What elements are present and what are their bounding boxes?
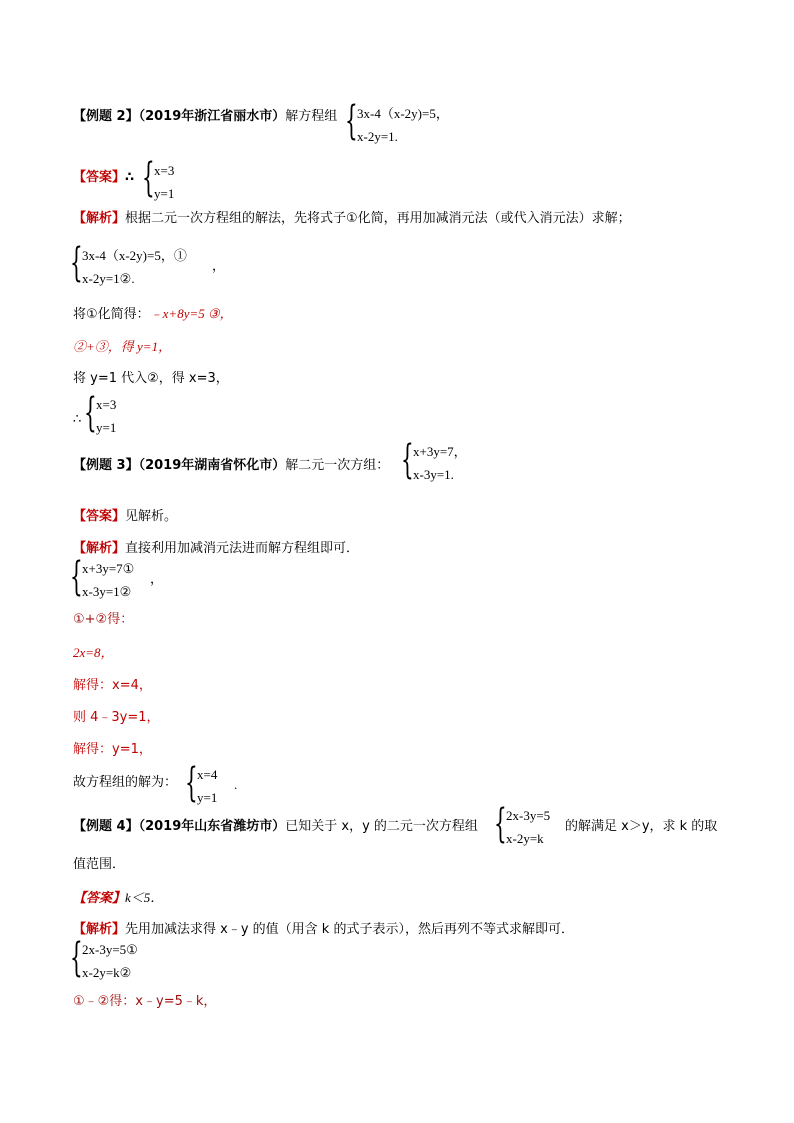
brace-icon: { [70,554,83,600]
answer-text: 见解析。 [125,509,178,524]
example-tag: 【例题 3】 [73,458,139,473]
answer-tag: 【答案】 [73,890,126,905]
equation-2: x-2y=k [506,831,544,846]
example-source: （2019年浙江省丽水市） [138,109,286,124]
example-source: （2019年湖南省怀化市） [138,458,286,473]
equation-1: 3x-4（x-2y)=5， [357,106,449,121]
example-4-prompt-line-2: 值范围． [73,857,126,872]
brace-icon: { [345,98,358,144]
solution-y: y=1 [197,790,218,805]
example-tag: 【例题 2】 [73,109,139,124]
analysis-2-step-2: ②+③，得 y=1， [73,339,172,354]
equation-2: x-2y=1. [357,129,398,144]
system-comma: ， [212,258,226,273]
example-4-system [506,807,550,853]
solution-y: y=1 [154,186,175,201]
step-label: 将①化简得： [73,307,150,322]
answer-4 [73,889,163,907]
example-2-heading [73,108,337,125]
step-math: ﹣x+8y=5 ③， [149,306,233,321]
analysis-3-system [82,560,134,606]
example-prompt: 解方程组 [285,109,338,124]
brace-icon: { [84,390,97,436]
answer-text: k＜5． [125,890,164,905]
equation-2: x-3y=1. [413,467,454,482]
equation-1: 2x-3y=5 [506,808,551,823]
analysis-3-step-1: ①+②得： [73,612,134,627]
analysis-body: 先用加减法求得 x﹣y 的值（用含 k 的式子表示），然后再列不等式求解即可． [125,922,574,937]
brace-icon: { [70,240,83,286]
analysis-body: 根据二元一次方程组的解法，先将式子①化简，再用加减消元法（或代入消元法）求解； [125,211,631,226]
brace-icon: { [494,801,507,847]
example-prompt: 已知关于 x，y 的二元一次方程组 [285,819,478,834]
analysis-2-step-3: 将 y=1 代入②，得 x=3， [73,371,229,386]
analysis-3-step-5: 解得：y=1， [73,742,152,757]
analysis-3-step-2: 2x=8， [73,645,114,660]
solution-x: x=3 [96,397,117,412]
equation-1: 3x-4（x-2y)=5，① [82,248,187,263]
analysis-2-solution [96,396,116,442]
example-tag: 【例题 4】 [73,819,139,834]
analysis-3-text [73,540,359,557]
example-2-system [357,105,449,151]
analysis-3-step-6-label: 故方程组的解为： [73,775,178,790]
analysis-body: 直接利用加减消元法进而解方程组即可． [125,541,360,556]
example-3-system [413,443,467,489]
equation-2: x-2y=1②. [82,271,135,286]
analysis-3-step-3: 解得：x=4， [73,678,152,693]
analysis-3-solution [197,766,217,812]
answer-2 [73,169,134,186]
equation-1: x+3y=7， [413,444,467,459]
brace-icon: { [70,935,83,981]
example-4-heading [73,818,478,835]
brace-icon: { [185,760,198,806]
example-4-prompt-continued: 的解满足 x＞y，求 k 的取 [565,819,718,834]
solution-x: x=3 [154,163,175,178]
system-comma: ， [150,571,164,586]
example-3-heading [73,457,389,474]
analysis-2-system [82,247,187,293]
equation-1: 2x-3y=5① [82,942,138,957]
analysis-3-step-4: 则 4﹣3y=1， [73,710,160,725]
equation-1: x+3y=7① [82,561,135,576]
analysis-tag: 【解析】 [73,211,126,226]
therefore-symbol: ∴ [73,412,82,427]
brace-icon: { [401,437,414,483]
analysis-4-step-1: ①﹣②得：x﹣y=5﹣k， [73,994,217,1009]
analysis-4-system [82,941,138,987]
analysis-4-text [73,921,574,938]
therefore-symbol: ∴ [125,170,135,185]
analysis-tag: 【解析】 [73,541,126,556]
solution-x: x=4 [197,767,218,782]
analysis-tag: 【解析】 [73,922,126,937]
solution-period: . [234,777,238,792]
answer-tag: 【答案】 [73,170,126,185]
brace-icon: { [142,155,155,201]
analysis-2-step-1 [73,305,233,323]
answer-3 [73,508,177,525]
equation-2: x-2y=k② [82,965,132,980]
example-prompt: 解二元一次方组： [285,458,390,473]
solution-y: y=1 [96,420,117,435]
equation-2: x-3y=1② [82,584,132,599]
answer-tag: 【答案】 [73,509,126,524]
analysis-2-text [73,210,631,227]
answer-2-system [154,162,174,208]
example-source: （2019年山东省潍坊市） [138,819,286,834]
